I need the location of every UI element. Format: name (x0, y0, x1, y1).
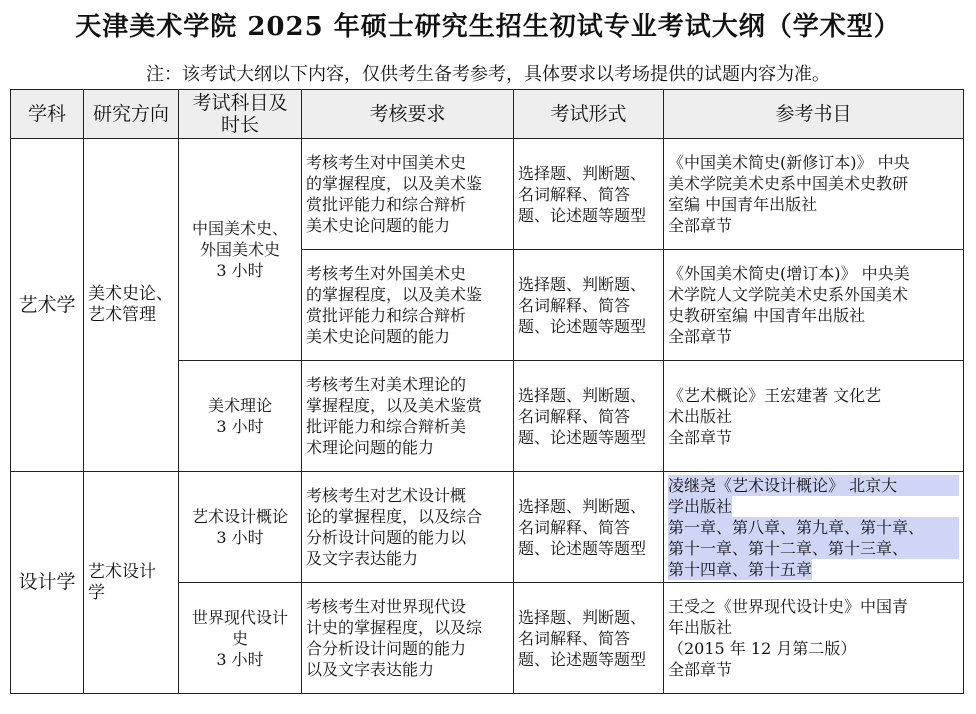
page-note: 注：该考试大纲以下内容，仅供考生备考参考，具体要求以考场提供的试题内容为准。 (146, 64, 830, 85)
exam-cell (179, 139, 302, 361)
format-line: 题、论述题等题型 (518, 427, 647, 447)
format-line: 选择题、判断题、 (518, 496, 647, 516)
table-row (11, 472, 964, 583)
direction-line: 艺术管理 (88, 305, 156, 325)
exam-line: 艺术设计概论 (191, 507, 288, 526)
requirement-line: 掌握程度，以及美术鉴赏 (306, 396, 483, 415)
books-cell (664, 250, 964, 361)
books-line: 室编 中国青年出版社 (668, 195, 818, 214)
requirement-line: 美术史论问题的能力 (306, 327, 451, 346)
page-title: 天津美术学院 2025 年硕士研究生招生初试专业考试大纲（学术型） (75, 12, 901, 42)
exam-line: 3 小时 (216, 417, 264, 436)
format-line: 名词解释、简答 (518, 295, 631, 315)
format-cell (514, 472, 664, 583)
format-cell (514, 139, 664, 250)
books-cell (664, 361, 964, 472)
format-line: 名词解释、简答 (518, 628, 631, 648)
books-line: 全部章节 (668, 427, 733, 447)
books-line: 史教研室编 中国青年出版社 (668, 306, 866, 325)
requirement-line: 的掌握程度，以及美术鉴 (306, 285, 483, 304)
direction-cell (84, 472, 179, 694)
requirement-cell (302, 472, 514, 583)
requirement-line: 考核考生对艺术设计概 (306, 486, 467, 505)
books-line: 术出版社 (668, 406, 733, 426)
format-cell (514, 361, 664, 472)
header-requirement: 考核要求 (302, 90, 514, 139)
format-line: 选择题、判断题、 (518, 274, 647, 294)
format-line: 题、论述题等题型 (518, 649, 647, 669)
header-exam (179, 90, 302, 139)
requirement-line: 批评能力和综合辩析美 (306, 417, 467, 436)
requirement-line: 的掌握程度，以及美术鉴 (306, 174, 483, 193)
format-line: 名词解释、简答 (518, 517, 631, 537)
books-line: 《艺术概论》王宏建著 文化艺 (668, 385, 882, 405)
header-exam-line: 考试科目及 (192, 92, 288, 114)
exam-line: 外国美术史 (199, 240, 280, 259)
requirement-cell (302, 250, 514, 361)
format-line: 名词解释、简答 (518, 406, 631, 426)
format-line: 选择题、判断题、 (518, 163, 647, 183)
requirement-line: 考核考生对中国美术史 (306, 153, 467, 172)
books-line-selected: 凌继尧《艺术设计概论》 北京大 (668, 475, 959, 496)
books-line-selected: 学出版社 (668, 496, 733, 516)
requirement-line: 赏批评能力和综合辩析 (306, 195, 467, 214)
requirement-line: 论的掌握程度，以及综合 (306, 507, 483, 526)
books-line: 全部章节 (668, 327, 733, 346)
books-line-selected: 第十四章、第十五章 (668, 559, 813, 579)
format-line: 题、论述题等题型 (518, 316, 647, 336)
requirement-cell (302, 361, 514, 472)
header-books: 参考书目 (664, 90, 964, 139)
books-line: 王受之《世界现代设计史》中国青 (668, 597, 909, 616)
requirement-line: 考核考生对外国美术史 (306, 264, 467, 283)
requirement-line: 考核考生对世界现代设 (306, 597, 467, 616)
direction-cell (84, 139, 179, 472)
books-line: 《中国美术简史(新修订本)》 中央 (668, 153, 910, 172)
books-cell-highlighted (664, 472, 964, 583)
direction-line: 美术史论、 (88, 284, 173, 304)
format-line: 题、论述题等题型 (518, 538, 647, 558)
books-line: （2015 年 12 月第二版） (668, 639, 857, 658)
requirement-line: 美术史论问题的能力 (306, 216, 451, 235)
exam-line: 中国美术史、 (191, 219, 288, 238)
books-line-selected: 第一章、第八章、第九章、第十章、 (668, 517, 959, 538)
requirement-line: 以及文字表达能力 (306, 660, 435, 679)
requirement-line: 赏批评能力和综合辩析 (306, 306, 467, 325)
header-subject: 学科 (11, 90, 84, 139)
subject-cell: 设计学 (11, 472, 84, 694)
format-cell (514, 583, 664, 694)
format-line: 题、论述题等题型 (518, 205, 647, 225)
exam-line: 史 (231, 628, 248, 648)
requirement-line: 考核考生对美术理论的 (306, 375, 467, 394)
requirement-line: 术理论问题的能力 (306, 438, 435, 457)
requirement-line: 合分析设计问题的能力 (306, 639, 467, 658)
exam-line: 3 小时 (216, 261, 264, 280)
exam-cell (179, 361, 302, 472)
requirement-cell (302, 139, 514, 250)
books-cell (664, 583, 964, 694)
requirement-cell (302, 583, 514, 694)
format-line: 名词解释、简答 (518, 184, 631, 204)
books-line: 术学院人文学院美术史系外国美术 (668, 285, 909, 304)
format-cell (514, 250, 664, 361)
books-line-selected: 第十一章、第十二章、第十三章、 (668, 538, 959, 559)
subject-cell: 艺术学 (11, 139, 84, 472)
header-direction: 研究方向 (84, 90, 179, 139)
exam-line: 世界现代设计 (191, 607, 288, 627)
header-format: 考试形式 (514, 90, 664, 139)
books-line: 年出版社 (668, 618, 733, 637)
books-cell (664, 139, 964, 250)
exam-line: 美术理论 (207, 396, 272, 415)
table-row (11, 139, 964, 250)
format-line: 选择题、判断题、 (518, 607, 647, 627)
exam-line: 3 小时 (216, 649, 264, 669)
requirement-line: 分析设计问题的能力以 (306, 528, 467, 547)
books-line: 《外国美术简史(增订本)》 中央美 (668, 264, 910, 283)
direction-line: 学 (88, 582, 105, 603)
requirement-line: 及文字表达能力 (306, 549, 419, 568)
books-line: 美术学院美术史系中国美术史教研 (668, 174, 909, 193)
format-line: 选择题、判断题、 (518, 385, 647, 405)
header-exam-line: 时长 (220, 114, 259, 136)
exam-cell (179, 472, 302, 583)
exam-outline-table (10, 89, 964, 694)
exam-cell (179, 583, 302, 694)
books-line: 全部章节 (668, 660, 733, 679)
requirement-line: 计史的掌握程度，以及综 (306, 618, 483, 637)
books-line: 全部章节 (668, 216, 733, 235)
table-header-row (11, 90, 964, 139)
exam-line: 3 小时 (216, 528, 264, 547)
direction-line: 艺术设计 (88, 561, 156, 582)
